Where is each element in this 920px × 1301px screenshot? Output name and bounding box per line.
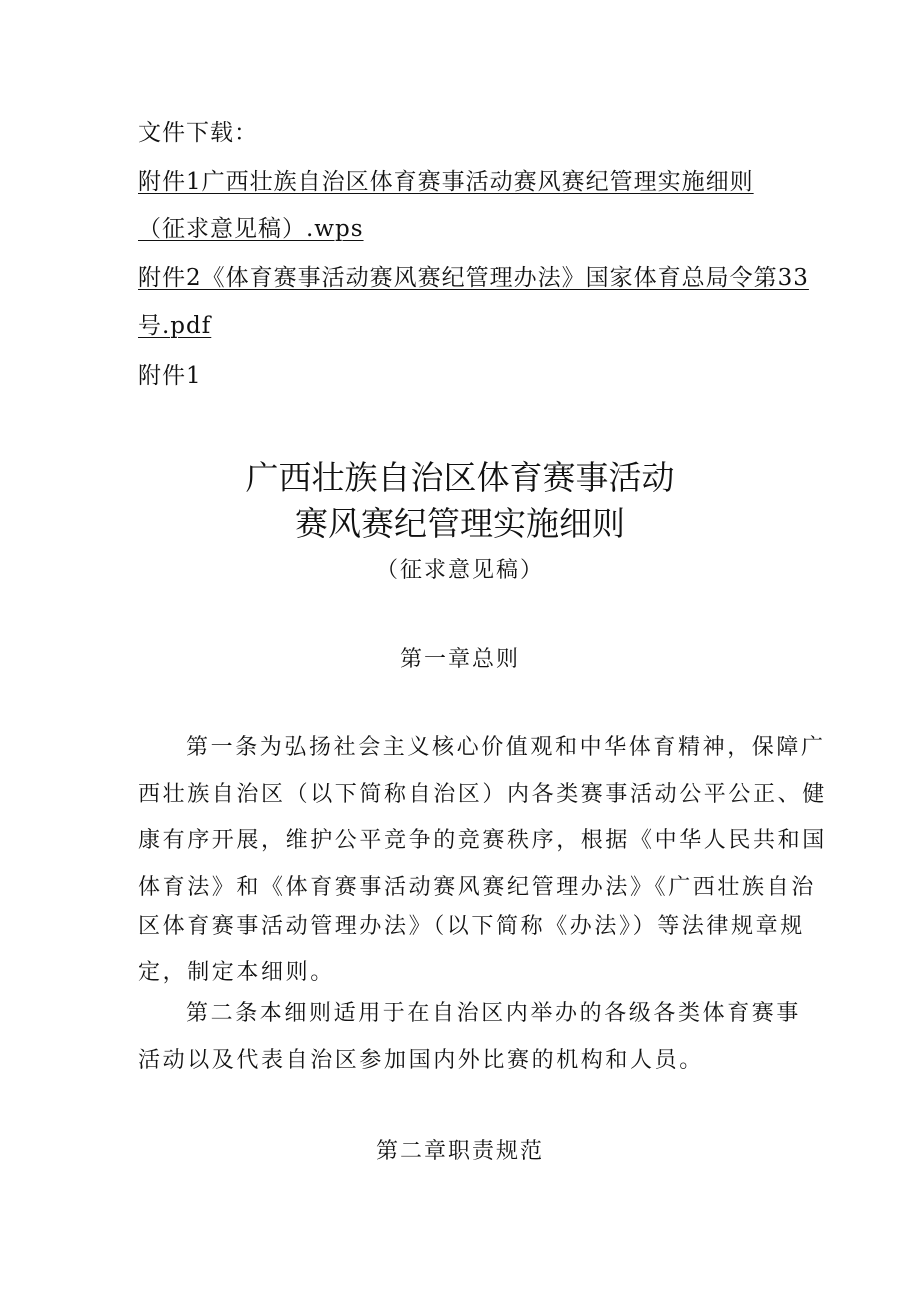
article1-line: 第一条为弘扬社会主义核心价值观和中华体育精神，保障广 xyxy=(186,735,826,760)
article1-line: 康有序开展，维护公平竞争的竞赛秩序，根据《中华人民共和国 xyxy=(138,828,827,853)
attachment-label: 附件1 xyxy=(138,363,202,389)
document-title-line2: 赛风赛纪管理实施细则 xyxy=(295,504,625,543)
chapter2-heading: 第二章职责规范 xyxy=(375,1139,544,1164)
article1-line: 定，制定本细则。 xyxy=(138,960,335,985)
downloads-heading: 文件下载： xyxy=(138,120,258,146)
document-subtitle: （征求意见稿） xyxy=(375,558,544,583)
attachment2-download-link-cont[interactable]: 号.pdf xyxy=(138,313,212,339)
attachment1-download-link[interactable]: 附件1广西壮族自治区体育赛事活动赛风赛纪管理实施细则 xyxy=(138,169,754,195)
article2-line: 第二条本细则适用于在自治区内举办的各级各类体育赛事 xyxy=(186,1001,802,1026)
article1-line: 区体育赛事活动管理办法》（以下简称《办法》）等法律规章规 xyxy=(138,914,805,939)
attachment1-download-link-cont[interactable]: （征求意见稿）.wps xyxy=(138,216,364,242)
article1-line: 西壮族自治区（以下简称自治区）内各类赛事活动公平公正、健 xyxy=(138,782,827,807)
article1-line: 体育法》和《体育赛事活动赛风赛纪管理办法》《广西壮族自治 xyxy=(138,875,816,900)
article2-line: 活动以及代表自治区参加国内外比赛的机构和人员。 xyxy=(138,1048,704,1073)
chapter1-heading: 第一章总则 xyxy=(399,647,520,672)
document-title-line1: 广西壮族自治区体育赛事活动 xyxy=(245,458,675,497)
attachment2-download-link[interactable]: 附件2《体育赛事活动赛风赛纪管理办法》国家体育总局令第33 xyxy=(138,265,809,291)
